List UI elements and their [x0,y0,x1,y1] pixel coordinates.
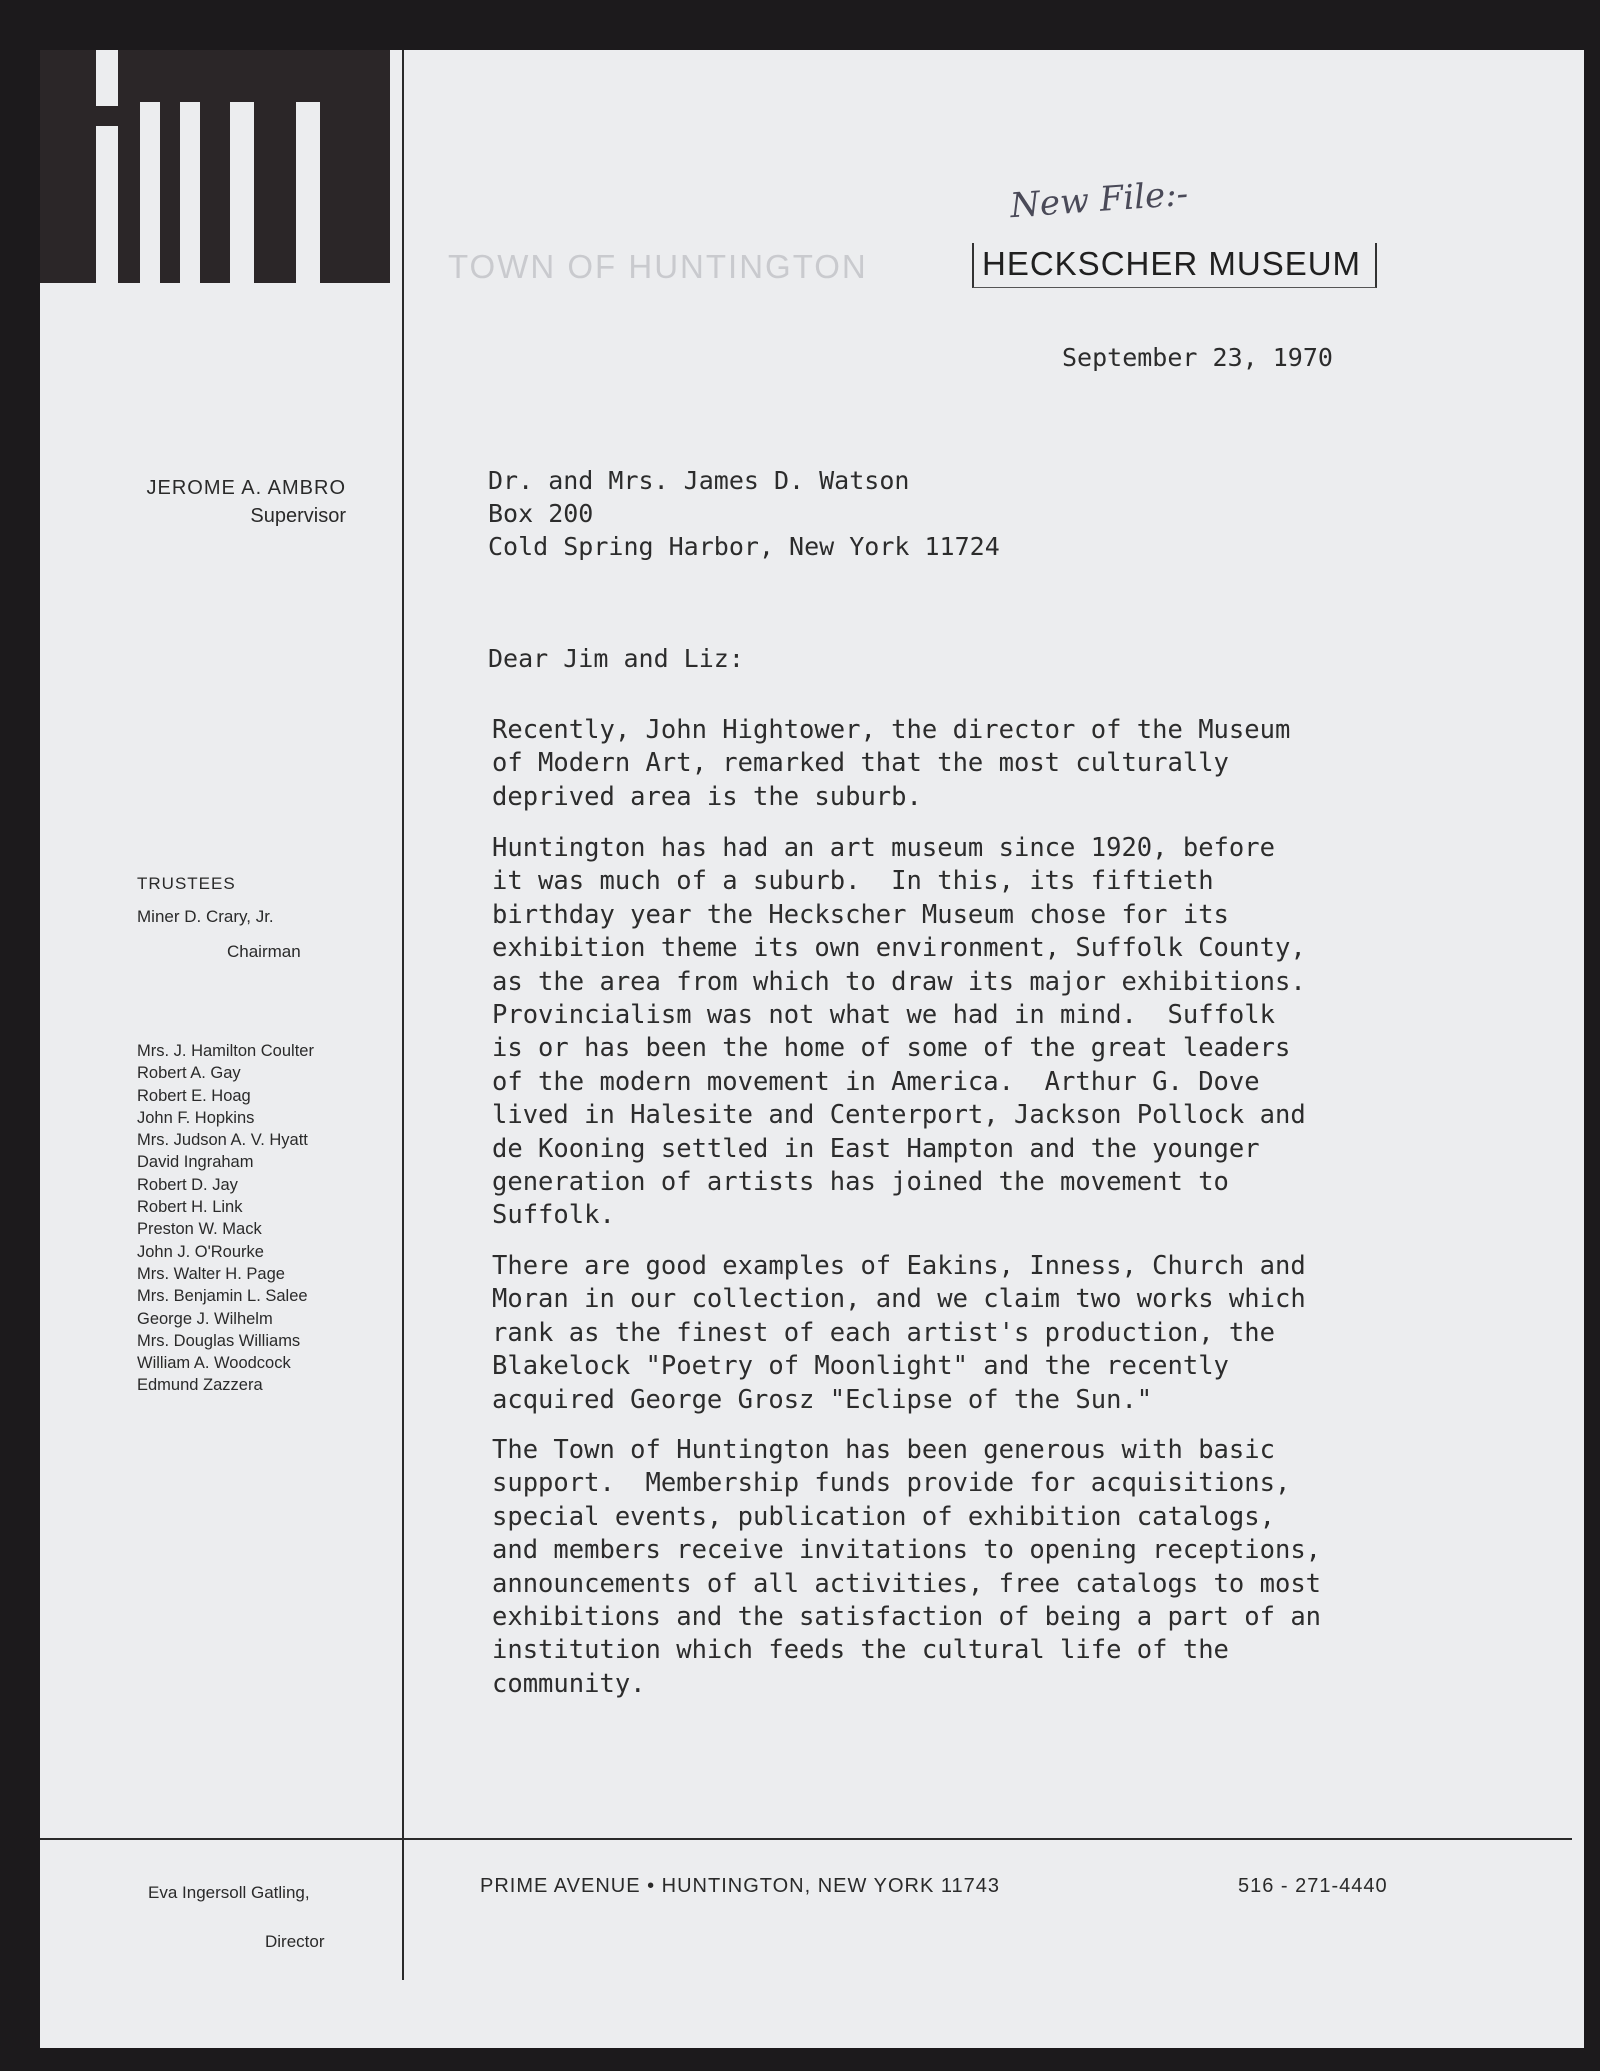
trustee-name: William A. Woodcock [137,1354,291,1373]
trustee-name: John F. Hopkins [137,1108,255,1127]
chairman-name: Miner D. Crary, Jr. [137,907,274,926]
body-paragraph: Huntington has had an art museum since 1920, before it was much of a suburb. In this, its fiftieth birthday year the Heckscher Museum chose for its exhibition theme its own environment, Suffolk County, as the area from which to draw its major exhibitions. Provincialism was not what we had in mind. Suffolk is or has been the home of some of the great leaders of the modern movement in America. Arthur G. Dove lived in Halesite and Centerport, Jackson Pollock and de Kooning settled in East Hampton and the younger generation of artists has joined the movement to Suffolk. [492,833,1306,1231]
director-name: Eva Ingersoll Gatling, [148,1883,310,1902]
recipient-address: Dr. and Mrs. James D. Watson Box 200 Cold Spring Harbor, New York 11724 [488,466,1000,561]
footer-address: PRIME AVENUE • HUNTINGTON, NEW YORK 11743 [480,1875,1000,1897]
footer-divider [40,1838,1572,1840]
vertical-divider [402,50,404,1980]
letter-date: September 23, 1970 [1062,343,1333,372]
letterhead-museum: HECKSCHER MUSEUM [972,243,1377,288]
trustee-name: Edmund Zazzera [137,1376,263,1395]
trustee-name: Robert D. Jay [137,1175,238,1194]
trustee-name: Mrs. J. Hamilton Coulter [137,1042,314,1060]
footer-phone: 516 - 271-4440 [1238,1875,1388,1897]
trustee-name: David Ingraham [137,1153,254,1172]
trustee-list [137,1040,314,1397]
body-paragraph: Recently, John Hightower, the director of the Museum of Modern Art, remarked that the most culturally deprived area is the suburb. [492,715,1291,812]
trustee-name: Robert E. Hoag [137,1086,251,1105]
trustee-name: George J. Wilhelm [137,1309,273,1328]
supervisor-title: Supervisor [250,505,346,527]
museum-logo [40,50,390,283]
letterhead-town: TOWN OF HUNTINGTON [448,248,868,285]
director-title: Director [265,1932,325,1951]
trustee-name: Robert A. Gay [137,1064,241,1083]
trustee-name: John J. O'Rourke [137,1242,264,1261]
trustee-name: Mrs. Walter H. Page [137,1264,285,1283]
body-paragraph: The Town of Huntington has been generous with basic support. Membership funds provide for acquisitions, special events, publication of exhibition catalogs, and members receive invitations to opening receptions, announcements of all activities, free catalogs to most exhibitions and the satisfaction of being a part of an institution which feeds the cultural life of the community. [492,1435,1322,1699]
handwritten-note: New File:- [1008,173,1190,227]
chairman-title: Chairman [227,942,301,961]
salutation: Dear Jim and Liz: [488,644,744,673]
body-paragraph: There are good examples of Eakins, Inness, Church and Moran in our collection, and we claim two works which rank as the finest of each artist's production, the Blakelock "Poetry of Moonlight" and the recently acquired George Grosz "Eclipse of the Sun." [492,1251,1306,1415]
trustee-name: Mrs. Douglas Williams [137,1331,301,1350]
trustee-name: Mrs. Judson A. V. Hyatt [137,1131,308,1150]
trustee-name: Preston W. Mack [137,1220,262,1239]
trustees-heading: TRUSTEES [137,874,236,893]
supervisor-name: JEROME A. AMBRO [146,477,346,499]
letter-page [40,50,1584,2048]
trustee-name: Robert H. Link [137,1198,243,1217]
trustee-name: Mrs. Benjamin L. Salee [137,1287,308,1306]
